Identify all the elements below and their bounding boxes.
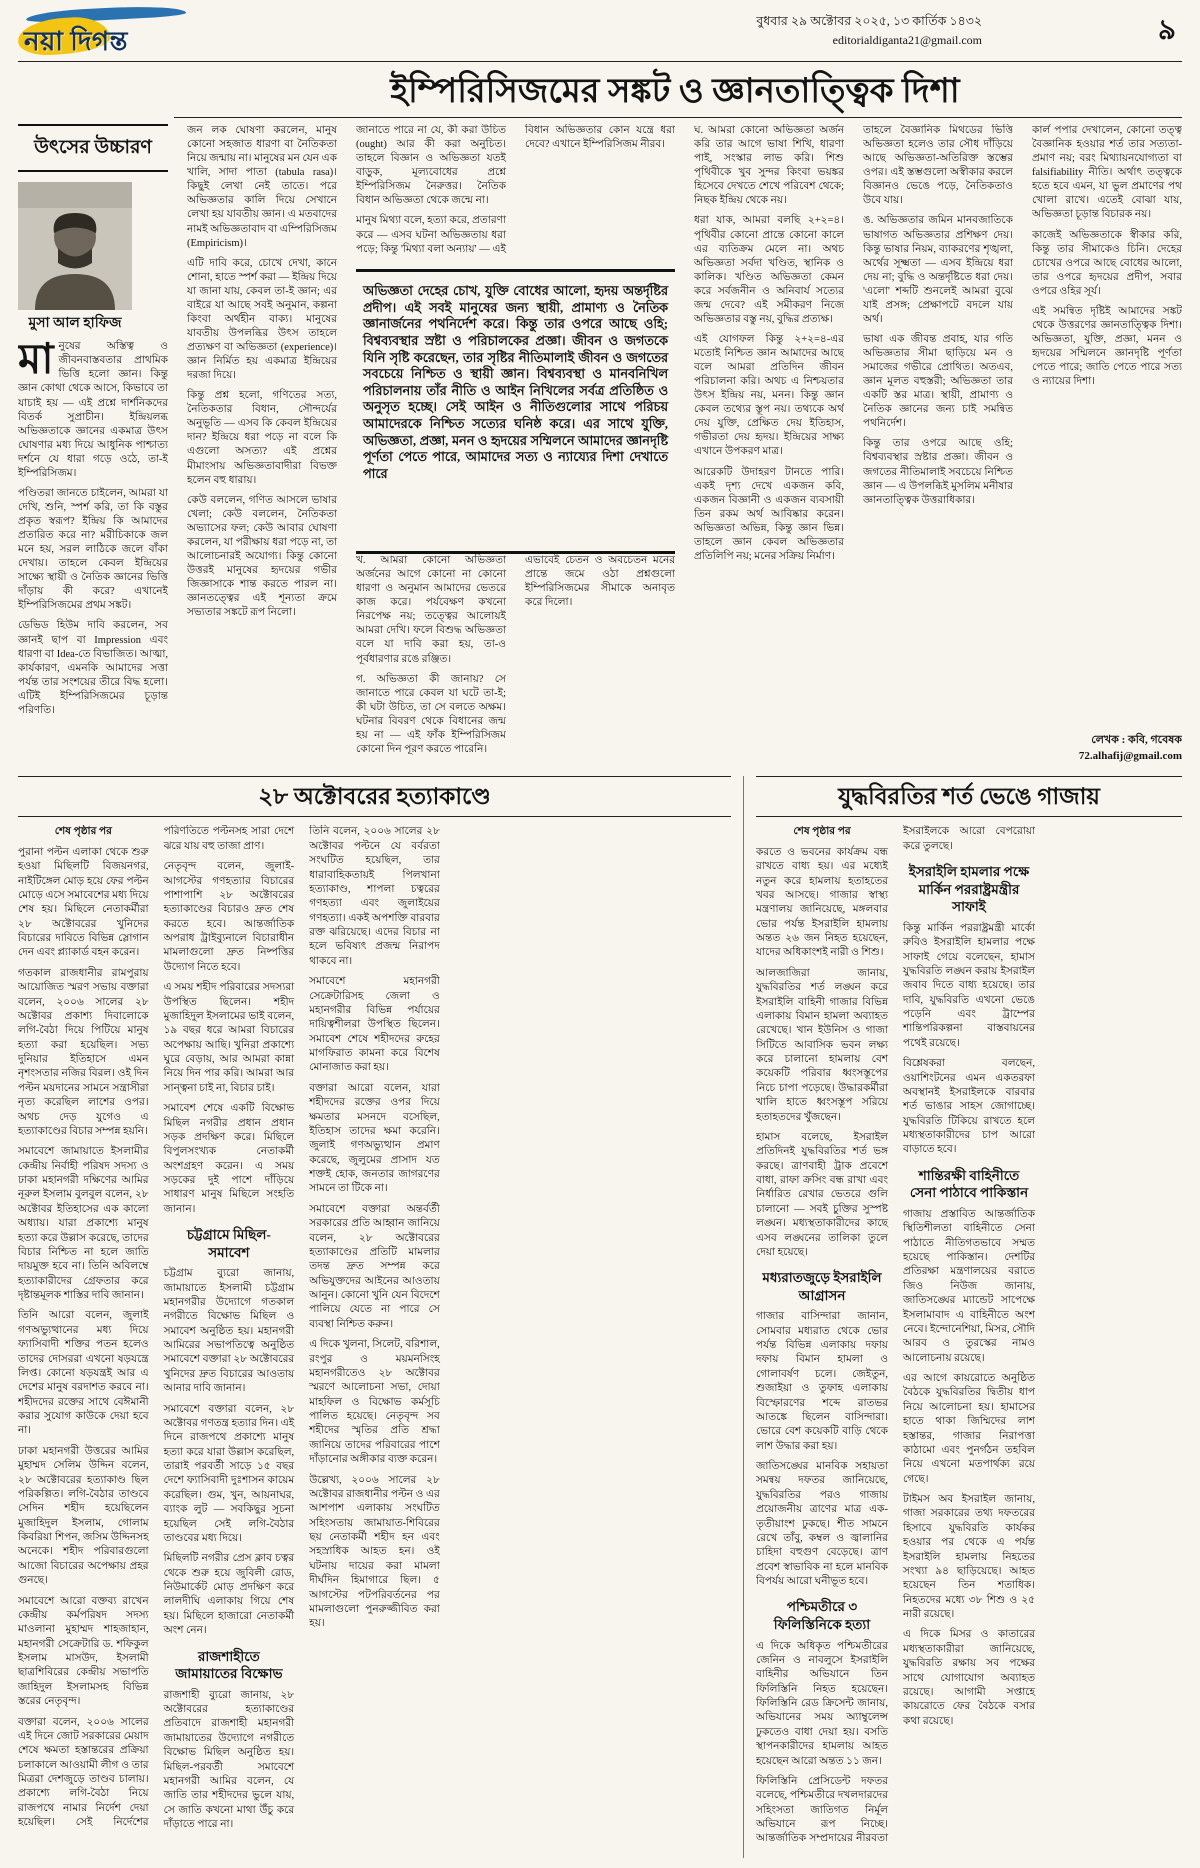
- sub-headline: রাজশাহীতে জামায়াতের বিক্ষোভ: [175, 1648, 283, 1682]
- author-name: মুসা আল হাফিজ: [28, 315, 122, 331]
- body-paragraph: সমাবেশে বক্তারা অন্তর্বর্তী সরকারের প্রতি আহ্বান জানিয়ে বলেন, ২৮ অক্টোবরের হত্যাকাণ্ডের প্রতিটি মামলার তদন্ত দ্রুত সম্পন্ন করে অভিযুক্তদের আইনের আওতায় আনুন। কোনো খুনি যেন বিদেশে পালিয়ে যেতে না পারে সে ব্যবস্থা নিশ্চিত করুন।: [309, 1203, 440, 1330]
- duo-bottom-flow: [356, 554, 675, 764]
- body-paragraph: গাজায় প্রস্তাবিত আন্তর্জাতিক স্থিতিশীলতা বাহিনীতে সেনা পাঠাতে নীতিগতভাবে সম্মত হয়েছে পাকিস্তান। দেশটির প্রতিরক্ষা মন্ত্রণালয়ের বরাতে জিও নিউজ জানায়, জাতিসঙ্ঘের ম্যান্ডেট সাপেক্ষে ইসলামাবাদ এ বাহিনীতে অংশ নেবে। ইন্দোনেশিয়া, মিসর, সৌদি আরব ও তুরস্কের নামও আলোচনায় রয়েছে।: [903, 1208, 1035, 1364]
- continued-from-label: শেষ পৃষ্ঠার পর: [793, 826, 851, 838]
- article-column-2: [187, 124, 337, 764]
- body-paragraph: এই যোগফল কিন্তু ২+২=৪-এর মতোই নিশ্চিত জ্ঞান আমাদের আছে বলে আমরা প্রতিদিন জীবন পরিচালনা করি। অথচ এ নিশ্চয়তার উৎস ইন্দ্রিয় নয়, মনন। কিন্তু জ্ঞান কেবল তথ্যের স্তূপ নয়। তথ্যকে অর্থ দেয় যুক্তি, প্রেক্ষিত দেয় ইতিহাস, গভীরতা দেয় হৃদয়। ইন্দ্রিয়ের সাক্ষ্য এখানে উপকরণ মাত্র।: [694, 333, 844, 458]
- body-paragraph: রাজশাহী ব্যুরো জানায়, ২৮ অক্টোবরের হত্যাকাণ্ডের প্রতিবাদে রাজশাহী মহানগরী জামায়াতের উদ্যোগে নগরীতে বিক্ষোভ মিছিল অনুষ্ঠিত হয়। মিছিল-পরবর্তী সমাবেশে মহানগরী আমির বলেন, যে জাতি তার শহীদদের ভুলে যায়, সে জাতি কখনো মাথা উঁচু করে দাঁড়াতে পারে না।: [163, 1689, 295, 1831]
- body-paragraph: কেউ বললেন, গণিত আসলে ভাষার খেলা; কেউ বললেন, নৈতিকতা অভ্যাসের ফল; কেউ আবার ঘোষণা করলেন, যা পরীক্ষায় ধরা পড়ে না, তা আলোচনারই অযোগ্য। কিন্তু কোনো উত্তরই মানুষের হৃদয়ের গভীর জিজ্ঞাসাকে শান্ত করতে পারল না। জ্ঞানতত্ত্বের এই শূন্যতা ক্রমে সভ্যতার সঙ্কটে রূপ নিলো।: [187, 494, 337, 619]
- body-paragraph: গাজার বাসিন্দারা জানান, সোমবার মধ্যরাত থেকে ভোর পর্যন্ত বিভিন্ন এলাকায় দফায় দফায় বিমান হামলা ও গোলাবর্ষণ চলে। জেইতুন, শুজাইয়া ও তুফাহ এলাকায় বিস্ফোরণের শব্দে রাতভর আতঙ্কে ছিলেন বাসিন্দারা। ভোরে বেশ কয়েকটি বাড়ি থেকে লাশ উদ্ধার করা হয়।: [756, 1311, 888, 1452]
- duo-top-flow: [356, 124, 675, 269]
- article-columns-3-4: [356, 124, 675, 764]
- article-column-5: [694, 124, 844, 764]
- body-paragraph: মিছিলটি নগরীর প্রেস ক্লাব চত্বর থেকে শুরু হয়ে জুবিলী রোড, নিউমার্কেট মোড় প্রদক্ষিণ করে লালদীঘি এলাকায় গিয়ে শেষ হয়। মিছিলে হাজারো নেতাকর্মী অংশ নেন।: [163, 1553, 295, 1637]
- body-paragraph: এ দিকে খুলনা, সিলেট, বরিশাল, রংপুর ও ময়মনসিংহ মহানগরীতেও ২৮ অক্টোবর স্মরণে আলোচনা সভা, দোয়া মাহফিল ও বিক্ষোভ কর্মসূচি পালিত হয়েছে। নেতৃবৃন্দ সব শহীদের স্মৃতির প্রতি শ্রদ্ধা জানিয়ে তাদের পরিবারের পাশে দাঁড়ানোর অঙ্গীকার ব্যক্ত করেন।: [309, 1339, 440, 1466]
- sub-headline: পশ্চিমতীরে ৩ ফিলিস্তিনিকে হত্যা: [773, 1599, 871, 1633]
- body-paragraph: তিনি আরো বলেন, জুলাই গণঅভ্যুত্থানের মধ্য দিয়ে ফ্যাসিবাদী শক্তির পতন হলেও তাদের দোসররা এখনো ষড়যন্ত্রে লিপ্ত। কোনো ষড়যন্ত্রই আর এ দেশের মানুষ বরদাশত করবে না। শহীদদের রক্তের সাথে বেঈমানী করার সুযোগ কাউকে দেয়া হবে না।: [18, 1310, 149, 1437]
- signature-email[interactable]: 72.alhafij@gmail.com: [1078, 749, 1182, 762]
- body-paragraph: নেতৃবৃন্দ বলেন, জুলাই-আগস্টের গণহত্যার বিচারের পাশাপাশি ২৮ অক্টোবরের হত্যাকাণ্ডের বিচারও দ্রুত শেষ করতে হবে। আন্তর্জাতিক অপরাধ ট্রাইব্যুনালে বিচারাধীন মামলাগুলো দ্রুত নিষ্পত্তির উদ্যোগ নিতে হবে।: [163, 861, 295, 973]
- news-section-oct28: [18, 776, 744, 1858]
- date-line: বুধবার ২৯ অক্টোবর ২০২৫, ১৩ কার্তিক ১৪৩২: [756, 14, 982, 28]
- body-paragraph: আলজাজিরা জানায়, যুদ্ধবিরতির শর্ত লঙ্ঘন করে ইসরাইলি বাহিনী গাজার বিভিন্ন এলাকায় বিমান হামলা অব্যাহত রেখেছে। খান ইউনিস ও গাজা সিটিতে আবাসিক ভবন লক্ষ্য করে চালানো হামলায় বেশ কয়েকটি পরিবার ধ্বংসস্তূপের নিচে চাপা পড়েছে। উদ্ধারকর্মীরা খালি হাতে ধ্বংসস্তূপ সরিয়ে হতাহতদের খুঁজছেন।: [756, 967, 888, 1123]
- section-headline-oct28: ২৮ অক্টোবরের হত্যাকাণ্ডে: [18, 776, 731, 817]
- body-paragraph: উল্লেখ্য, ২০০৬ সালের ২৮ অক্টোবর রাজধানীর পল্টন ও এর আশপাশ এলাকায় সংঘটিত সহিংসতায় জামায়াত-শিবিরের ছয় নেতাকর্মী শহীদ হন এবং সহস্রাধিক আহত হন। ওই ঘটনায় দায়ের করা মামলা দীর্ঘদিন হিমাগারে ছিল। ৫ আগস্টের পটপরিবর্তনের পর মামলাগুলো পুনরুজ্জীবিত করা হয়।: [309, 1474, 440, 1630]
- body-paragraph: সমাবেশে জামায়াতে ইসলামীর কেন্দ্রীয় নির্বাহী পরিষদ সদস্য ও ঢাকা মহানগরী দক্ষিণের আমির নূরুল ইসলাম বুলবুল বলেন, ২৮ অক্টোবর ইতিহাসের এক কালো অধ্যায়। যারা প্রকাশ্যে মানুষ হত্যা করে উল্লাস করেছে, তাদের বিচার নিশ্চিত না হলে জাতি দায়মুক্ত হবে না। তিনি অবিলম্বে হত্যাকারীদের গ্রেফতার করে দৃষ্টান্তমূলক শাস্তির দাবি জানান।: [18, 1146, 149, 1302]
- sub-headline: চট্টগ্রামে মিছিল-সমাবেশ: [186, 1227, 271, 1260]
- news-columns-gaza: [756, 825, 1182, 1851]
- lead-text: নুষের অস্তিত্ব ও জীবনবাস্তবতার প্রাথমিক ভিত্তি হলো জ্ঞান। কিন্তু জ্ঞান কোথা থেকে আসে, কিভাবে তা যাচাই হয় — এই প্রশ্নে দার্শনিকদের বিতর্ক সুপ্রাচীন। ইন্দ্রিয়লব্ধ অভিজ্ঞতাকে জ্ঞানের একমাত্র উৎস ঘোষণার মধ্য দিয়ে আধুনিক পাশ্চাত্য দর্শনে যে ধারা গড়ে ওঠে, তা-ই ইম্পিরিসিজম।: [18, 341, 168, 479]
- main-article: [18, 124, 1182, 764]
- body-paragraph: পণ্ডিতরা জানতে চাইলেন, আমরা যা দেখি, শুনি, স্পর্শ করি, তা কি বস্তুর প্রকৃত স্বরূপ? ইন্দ্রিয় কি আমাদের প্রতারিত করে না? মরীচিকাকে জল মনে হয়, সরল লাঠিকে জলে বাঁকা দেখায়। তাহলে কেবল ইন্দ্রিয়ের সাক্ষ্যে স্থায়ী ও নৈতিক জ্ঞানের ভিত্তি দাঁড়ায় কী করে? এখানেই ইম্পিরিসিজমের প্রথম সঙ্কট।: [18, 487, 168, 612]
- article-column-author: [18, 124, 168, 764]
- body-paragraph: গ. অভিজ্ঞতা কী জানায়? সে জানাতে পারে কেবল যা ঘটে তা-ই; কী ঘটা উচিত, তা সে বলতে অক্ষম। ঘটনার বিবরণ থেকে বিধানের জন্ম হয় না — এই ফাঁক ইম্পিরিসিজম কোনো দিন পূরণ করতে পারেনি।: [356, 673, 506, 755]
- body-paragraph: হামাস বলেছে, ইসরাইল প্রতিদিনই যুদ্ধবিরতির শর্ত ভঙ্গ করছে। ত্রাণবাহী ট্রাক প্রবেশে বাধা, রাফা ক্রসিং বন্ধ রাখা এবং নির্ধারিত রেখার ভেতরে গুলি চালানো — সবই চুক্তির সুস্পষ্ট লঙ্ঘন। মধ্যস্থতাকারীদের কাছে এসব লঙ্ঘনের তালিকা তুলে দেয়া হয়েছে।: [756, 1131, 888, 1258]
- body-paragraph: তিনি বলেন, ২০০৬ সালের ২৮ অক্টোবর পল্টনে যে বর্বরতা সংঘটিত হয়েছিল, তার ধারাবাহিকতায়ই পিলখানা হত্যাকাণ্ড, শাপলা চত্বরের গণহত্যা এবং জুলাইয়ের গণহত্যা। একই অপশক্তি বারবার রক্ত ঝরিয়েছে। এদের বিচার না হলে ভবিষ্যৎ প্রজন্ম নিরাপদ থাকবে না।: [309, 826, 440, 967]
- logo-title: নয়া দিগন্ত: [24, 27, 128, 56]
- body-paragraph: চট্টগ্রাম ব্যুরো জানায়, জামায়াতে ইসলামী চট্টগ্রাম মহানগরীর উদ্যোগে গতকাল নগরীতে বিক্ষোভ মিছিল ও সমাবেশ অনুষ্ঠিত হয়। মহানগরী আমিরের সভাপতিত্বে অনুষ্ঠিত সমাবেশে বক্তারা ২৮ অক্টোবরের খুনিদের দ্রুত বিচারের আওতায় আনার দাবি জানান।: [163, 1268, 295, 1395]
- drop-cap: মা: [18, 337, 54, 384]
- body-paragraph: টাইমস অব ইসরাইল জানায়, গাজা সরকারের তথ্য দফতরের হিসাবে যুদ্ধবিরতি কার্যকর হওয়ার পর থেকে এ পর্যন্ত ইসরাইলি হামলায় নিহতের সংখ্যা ৯৪ ছাড়িয়েছে। আহত হয়েছেন তিন শতাধিক। নিহতদের মধ্যে ৩৮ শিশু ও ২৫ নারী রয়েছে।: [903, 1494, 1035, 1620]
- body-paragraph: কাজেই অভিজ্ঞতাকে স্বীকার করি, কিন্তু তার সীমাকেও চিনি। দেহের চোখের ওপরে আছে বোধের আলো, তার ওপরে হৃদয়ের প্রদীপ, সবার ওপরে ওহির সূর্য।: [1032, 229, 1182, 297]
- sub-headline: মধ্যরাতজুড়ে ইসরাইলি আগ্রাসন: [762, 1270, 882, 1303]
- article-column-7: [1032, 124, 1182, 764]
- column-flow-1: [18, 487, 168, 718]
- body-paragraph: বিশ্লেষকরা বলছেন, ওয়াশিংটনের এমন একতরফা অবস্থানই ইসরাইলকে বারবার শর্ত ভাঙার সাহস জোগাচ্ছে। যুদ্ধবিরতি টিকিয়ে রাখতে হলে মধ্যস্থতাকারীদের চাপ আরো বাড়াতে হবে।: [903, 1058, 1035, 1156]
- body-paragraph: কিন্তু প্রশ্ন হলো, গণিতের সত্য, নৈতিকতার বিধান, সৌন্দর্যের অনুভূতি — এসব কি কেবল ইন্দ্রিয়ের দান? ইন্দ্রিয়ে ধরা পড়ে না বলে কি এগুলো অসত্য? এই প্রশ্নের মীমাংসায় অভিজ্ঞতাবাদীরা বিভক্ত হলেন বহু ধারায়।: [187, 390, 337, 486]
- body-paragraph: তাহলে বৈজ্ঞানিক মিথডের ভিত্তি অভিজ্ঞতা হলেও তার সৌধ দাঁড়িয়ে আছে অভিজ্ঞতা-অতিরিক্ত স্তম্ভের ওপর। এই স্তম্ভগুলো অস্বীকার করলে বিজ্ঞানও ভেঙে পড়ে, নৈতিকতাও উবে যায়।: [863, 125, 1013, 207]
- body-paragraph: সমাবেশে মহানগরী সেক্রেটারিসহ জেলা ও মহানগরীর বিভিন্ন পর্যায়ের দায়িত্বশীলরা উপস্থিত ছিলেন। সমাবেশ শেষে শহীদদের রুহের মাগফিরাত কামনা করে বিশেষ মোনাজাত করা হয়।: [309, 976, 440, 1074]
- body-paragraph: সমাবেশে আরো বক্তব্য রাখেন কেন্দ্রীয় কর্মপরিষদ সদস্য মাওলানা মুহাম্মদ শাহজাহান, মহানগরী সেক্রেটারি ড. শফিকুল ইসলাম মাসউদ, ইসলামী ছাত্রশিবিরের কেন্দ্রীয় সভাপতি জাহিদুল ইসলামসহ বিভিন্ন স্তরের নেতৃবৃন্দ।: [18, 1595, 149, 1708]
- body-paragraph: ভাষা এক জীবন্ত প্রবাহ, যার গতি অভিজ্ঞতার সীমা ছাড়িয়ে মন ও সমাজের গভীরে প্রোথিত। অতএব, জ্ঞান মূলত বহুস্তরী; অভিজ্ঞতা তার একটি স্তর মাত্র। স্থায়ী, প্রামাণ্য ও নৈতিক জ্ঞানের জন্য চাই সমন্বিত পথনির্দেশ।: [863, 333, 1013, 430]
- body-paragraph: এ দিকে অধিকৃত পশ্চিমতীরের জেনিন ও নাবলুসে ইসরাইলি বাহিনীর অভিযানে তিন ফিলিস্তিনি নিহত হয়েছেন। ফিলিস্তিনি রেড ক্রিসেন্ট জানায়, অভিযানের সময় অ্যাম্বুলেন্স ঢুকতেও বাধা দেয়া হয়। বসতি স্থাপনকারীদের হামলায় আহত হয়েছেন আরো অন্তত ১১ জন।: [756, 1640, 888, 1767]
- sub-headline: ইসরাইলি হামলার পক্ষে মার্কিন পররাষ্ট্রমন্ত্রীর সাফাই: [908, 864, 1030, 915]
- page-number: ৯: [1157, 15, 1176, 46]
- person-portrait-icon: [18, 182, 132, 310]
- continued-from-label: শেষ পৃষ্ঠার পর: [54, 826, 112, 838]
- body-paragraph: এ দিকে মিসর ও কাতারের মধ্যস্থতাকারীরা জানিয়েছে, যুদ্ধবিরতি রক্ষায় সব পক্ষের সাথে যোগাযোগ অব্যাহত রয়েছে। আগামী সপ্তাহে কায়রোতে ফের বৈঠকে বসার কথা রয়েছে।: [903, 1629, 1035, 1727]
- section-headline-gaza: যুদ্ধবিরতির শর্ত ভেঙে গাজায়: [756, 776, 1182, 817]
- body-paragraph: আরেকটি উদাহরণ টানতে পারি। একই দৃশ্য দেখে একজন কবি, একজন বিজ্ঞানী ও একজন ব্যবসায়ী তিন রকম অর্থ আবিষ্কার করেন। অভিজ্ঞতা অভিন্ন, কিন্তু জ্ঞান ভিন্ন। তাহলে জ্ঞান কেবল অভিজ্ঞতার প্রতিলিপি নয়; মনের সক্রিয় নির্মাণ।: [694, 466, 844, 562]
- body-paragraph: ঙ. অভিজ্ঞতার জমিন মানবজাতিকে ভাষাগত অভিজ্ঞতার প্রশিক্ষণ দেয়। কিন্তু ভাষার নিয়ম, ব্যাকরণের শৃঙ্খলা, অর্থের সূক্ষ্মতা — এসব ইন্দ্রিয়ে ধরা দেয় না; বুদ্ধি ও অন্তর্দৃষ্টিতে ধরা দেয়। 'এলো' শব্দটি শুনলেই আমরা বুঝে যাই প্রসঙ্গ; প্রেক্ষাপটে বদলে যায় অর্থ।: [863, 215, 1013, 325]
- edition-email[interactable]: editorialdiganta21@gmail.com: [832, 33, 982, 48]
- body-paragraph: বক্তারা বলেন, ২০০৬ সালের এই দিনে জোট সরকারের মেয়াদ শেষে ক্ষমতা হস্তান্তরের প্রক্রিয়া চলাকালে আওয়ামী লীগ ও তার মিত্ররা দেশজুড়ে তাণ্ডব চালায়। প্রকাশ্যে লগি-বৈঠা নিয়ে রাজপথে নামার নির্দেশ দেয়া হয়েছিল। সেই নির্দেশের পরিণতিতে পল্টনসহ সারা দেশে ঝরে যায় বহু তাজা প্রাণ।: [18, 826, 295, 1829]
- headline-rule: [174, 117, 1182, 118]
- newspaper-logo: [18, 5, 208, 57]
- sub-headline: শান্তিরক্ষী বাহিনীতে সেনা পাঠাবে পাকিস্তান: [909, 1167, 1029, 1201]
- body-paragraph: সমাবেশে বক্তারা বলেন, ২৮ অক্টোবর গণতন্ত্র হত্যার দিন। এই দিনে রাজপথে প্রকাশ্যে মানুষ হত্যা করে যারা উল্লাস করেছিল, তারাই পরবর্তী সাড়ে ১৫ বছর দেশে ফ্যাসিবাদী দুঃশাসন কায়েম করেছিল। গুম, খুন, আয়নাঘর, ব্যাংক লুট — সবকিছুর সূচনা হয়েছিল সেই লগি-বৈঠার তাণ্ডবের মধ্য দিয়ে।: [163, 1403, 295, 1544]
- body-paragraph: বক্তারা আরো বলেন, যারা শহীদদের রক্তের ওপর দিয়ে ক্ষমতার মসনদে বসেছিল, ইতিহাস তাদের ক্ষমা করেনি। জুলাই গণঅভ্যুত্থান প্রমাণ করেছে, জুলুমের প্রাসাদ যত শক্তই হোক, জনতার জাগরণের সামনে তা টিকে না।: [309, 1082, 440, 1195]
- column-flow-7: [1032, 124, 1182, 728]
- body-paragraph: ধরা যাক, আমরা বলছি ২+২=৪। পৃথিবীর কোনো প্রান্তে কোনো কালে এর ব্যতিক্রম মেলে না। অথচ অভিজ্ঞতা সর্বদা খণ্ডিত, স্থানিক ও কালিক। খণ্ডিত অভিজ্ঞতা কেমন করে সর্বজনীন ও অনিবার্য সত্যের জন্ম দেবে? এই সমীকরণ নিজে অভিজ্ঞতার বস্তু নয়, বুদ্ধির প্রত্যক্ষ।: [694, 215, 844, 325]
- body-paragraph: ডেভিড হিউম দাবি করলেন, সব জ্ঞানই ছাপ বা Impression এবং ধারণা বা Idea-তে বিভাজিত। আত্মা, কার্যকারণ, এমনকি আমাদের সত্তা পর্যন্ত তার সংশয়ের তীরে বিদ্ধ হলো। এটিই ইম্পিরিসিজমের চূড়ান্ত পরিণতি।: [18, 620, 168, 716]
- body-paragraph: পুরানা পল্টন এলাকা থেকে শুরু হওয়া মিছিলটি বিজয়নগর, নাইটিঙ্গেল মোড় হয়ে ফের পল্টন মোড়ে এসে সমাবেশের মধ্য দিয়ে শেষ হয়। মিছিলে নেতাকর্মীরা ২৮ অক্টোবরের খুনিদের বিচারের দাবিতে বিভিন্ন স্লোগান দেন এবং প্ল্যাকার্ড বহন করেন।: [18, 846, 149, 959]
- body-paragraph: ফিলিস্তিনি প্রেসিডেন্ট দফতর বলেছে, পশ্চিমতীরে দখলদারদের সহিংসতা জাতিগত নির্মূল অভিযানে রূপ নিচ্ছে। আন্তর্জাতিক সম্প্রদায়ের নীরবতা ইসরাইলকে আরো বেপরোয়া করে তুলছে।: [756, 826, 1035, 1845]
- signature-role: লেখক : কবি, গবেষক: [1091, 734, 1182, 747]
- dateline-block: [756, 12, 982, 50]
- body-paragraph: ঘ. আমরা কোনো অভিজ্ঞতা অর্জন করি তার আগে ভাষা শিখি, ধারণা পাই, সংস্কার লাভ করি। শিশু পৃথিবীকে খুব সুন্দর কিংবা ভয়ঙ্কর হিসেবে দেখতে শেখে পরিবেশ থেকে; নিছক ইন্দ্রিয় থেকে নয়।: [694, 125, 844, 207]
- bottom-sections: [18, 776, 1182, 1858]
- author-photo: [18, 182, 132, 310]
- body-paragraph: জানাতে পারে না যে, কী করা উচিত (ought) আর কী করা অনুচিত। তাহলে বিজ্ঞান ও অভিজ্ঞতা যতই বাড়ুক, মূল্যবোধের প্রশ্নে ইম্পিরিসিজম নৈরুত্তর। নৈতিক বিধান অভিজ্ঞতা থেকে জন্মে না।: [356, 125, 506, 207]
- body-paragraph: কার্ল পপার দেখালেন, কোনো তত্ত্ব বৈজ্ঞানিক হওয়ার শর্ত তার সত্যতা-প্রমাণ নয়; বরং মিথ্যায়নযোগ্যতা বা falsifiability নীতি। অর্থাৎ তত্ত্বকে হতে হবে এমন, যা ভুল প্রমাণের পথ খোলা রাখে। এতেই বোঝা যায়, অভিজ্ঞতা চূড়ান্ত বিচারক নয়।: [1032, 125, 1182, 221]
- body-paragraph: সমাবেশ শেষে একটি বিক্ষোভ মিছিল নগরীর প্রধান প্রধান সড়ক প্রদক্ষিণ করে। মিছিলে বিপুলসংখ্যক নেতাকর্মী অংশগ্রহণ করেন। এ সময় সড়কের দুই পাশে দাঁড়িয়ে সাধারণ মানুষ মিছিলে সংহতি জানান।: [163, 1103, 295, 1215]
- lead-paragraph: [18, 337, 168, 481]
- body-paragraph: এটি দাবি করে, চোখে দেখা, কানে শোনা, হাতে স্পর্শ করা — ইন্দ্রিয় দিয়ে যা জানা যায়, কেবল তা-ই জ্ঞান; এর বাইরে যা আছে সবই অনুমান, কল্পনা কিংবা অর্থহীন বাক্য। মানুষের যাবতীয় উপলব্ধির উৎস তাহলে প্রত্যক্ষণ বা অভিজ্ঞতা (experience)। জ্ঞান নির্মিত হয় একমাত্র ইন্দ্রিয়ের দরজা দিয়ে।: [187, 257, 337, 382]
- body-paragraph: কিন্তু মার্কিন পররাষ্ট্রমন্ত্রী মার্কো রুবিও ইসরাইলি হামলার পক্ষে সাফাই গেয়ে বলেছেন, হামাস যুদ্ধবিরতি লঙ্ঘন করায় ইসরাইল জবাব দিতে বাধ্য হয়েছে। তার দাবি, যুদ্ধবিরতি এখনো ভেঙে পড়েনি এবং ট্রাম্পের শান্তিপরিকল্পনা বাস্তবায়নের পথেই রয়েছে।: [903, 922, 1035, 1049]
- article-column-6: [863, 124, 1013, 764]
- main-headline: ইম্পিরিসিজমের সঙ্কট ও জ্ঞানতাত্ত্বিক দিশা: [390, 73, 960, 110]
- body-paragraph: খ. আমরা কোনো অভিজ্ঞতা অর্জনের আগে কোনো না কোনো ধারণা ও অনুমান আমাদের ভেতরে কাজ করে। পর্যবেক্ষণ কখনো নিরপেক্ষ নয়; তত্ত্বের আলোয়ই আমরা দেখি। ফলে বিশুদ্ধ অভিজ্ঞতা বলে যা দাবি করা হয়, তা-ও পূর্বধারণার রঙে রঞ্জিত।: [356, 555, 506, 665]
- column-kicker: উৎসের উচ্চারণ: [18, 124, 168, 171]
- body-paragraph: ঢাকা মহানগরী উত্তরের আমির মুহাম্মদ সেলিম উদ্দিন বলেন, ২৮ অক্টোবরের হত্যাকাণ্ড ছিল পরিকল্পিত। লগি-বৈঠার তাণ্ডবে সেদিন শহীদ হয়েছিলেন মুজাহিদুল ইসলাম, গোলাম কিবরিয়া শিপন, জসিম উদ্দিনসহ অনেকে। শহীদ পরিবারগুলো আজো বিচারের অপেক্ষায় প্রহর গুনছে।: [18, 1445, 149, 1587]
- body-paragraph: এই সমন্বিত দৃষ্টিই আমাদের সঙ্কট থেকে উত্তরণের জ্ঞানতাত্ত্বিক দিশা। অভিজ্ঞতা, যুক্তি, প্রজ্ঞা, মনন ও হৃদয়ের সম্মিলনে জ্ঞানদৃষ্টি পূর্ণতা পেতে পারে; জাতি পেতে পারে সত্য ও ন্যায়ের দিশা।: [1032, 305, 1182, 388]
- body-paragraph: জন লক ঘোষণা করলেন, মানুষ কোনো সহজাত ধারণা বা নৈতিকতা নিয়ে জন্মায় না। মানুষের মন যেন এক খালি, সাদা পাতা (tabula rasa)। কিছুই লেখা নেই তাতে। পরে অভিজ্ঞতার কালি দিয়ে সেখানে লেখা হয় যাবতীয় জ্ঞান। এ মতবাদের নামই অভিজ্ঞতাবাদ বা এম্পিরিসিজম (Empiricism)।: [187, 125, 337, 249]
- body-paragraph: কিন্তু তার ওপরে আছে ওহি; বিশ্বব্যবস্থার স্রষ্টার প্রজ্ঞা। জীবন ও জগতের নীতিমালাই সবচেয়ে নিশ্চিত জ্ঞান — এ উপলব্ধিই মুসলিম মনীষার জ্ঞানতাত্ত্বিক উত্তরাধিকার।: [863, 438, 1013, 506]
- body-paragraph: গতকাল রাজধানীর রামপুরায় আয়োজিত স্মরণ সভায় বক্তারা বলেন, ২০০৬ সালের ২৮ অক্টোবর প্রকাশ্য দিবালোকে লগি-বৈঠা দিয়ে পিটিয়ে মানুষ হত্যা করা হয়েছিল। সভ্য দুনিয়ার ইতিহাসে এমন নৃশংসতার নজির বিরল। ওই দিন পল্টন ময়দানের সামনে সন্ত্রাসীরা নৃত্য করেছিল লাশের ওপর। অথচ দেড় যুগেও এ হত্যাকাণ্ডের বিচার সম্পন্ন হয়নি।: [18, 967, 149, 1137]
- masthead: [18, 0, 1182, 62]
- body-paragraph: মানুষ মিথ্যা বলে, হত্যা করে, প্রতারণা করে — এসব ঘটনা অভিজ্ঞতায় ধরা পড়ে; কিন্তু 'মিথ্যা বলা অন্যায়' — এই বিধান অভিজ্ঞতার কোন যন্ত্রে ধরা দেবে? এখানে ইম্পিরিসিজম নীরব।: [356, 125, 675, 255]
- body-paragraph: এ সময় শহীদ পরিবারের সদস্যরা উপস্থিত ছিলেন। শহীদ মুজাহিদুল ইসলামের ভাই বলেন, ১৯ বছর ধরে আমরা বিচারের অপেক্ষায় আছি। খুনিরা প্রকাশ্যে ঘুরে বেড়ায়, আর আমরা কান্না নিয়ে দিন পার করি। আমরা আর সান্ত্বনা চাই না, বিচার চাই।: [163, 982, 295, 1094]
- body-paragraph: করতে ও ভবনের কার্যক্রম বন্ধ রাখতে বাধ্য হয়। এর মধ্যেই নতুন করে হামলায় হতাহতের খবর আসছে। গাজার স্বাস্থ্য মন্ত্রণালয় জানিয়েছে, মঙ্গলবার ভোর পর্যন্ত ইসরাইলি হামলায় অন্তত ২৬ জন নিহত হয়েছেন, যাদের অধিকাংশই নারী ও শিশু।: [756, 846, 888, 959]
- news-columns-oct28: [18, 825, 731, 1851]
- body-paragraph: এভাবেই চেতন ও অবচেতন মনের প্রান্তে জমে ওঠা প্রশ্নগুলো ইম্পিরিসিজমের সীমাকে অনাবৃত করে দিলো।: [525, 555, 675, 609]
- author-signature: [1032, 728, 1182, 764]
- pull-quote: অভিজ্ঞতা দেহের চোখ, যুক্তি বোধের আলো, হৃদয় অন্তর্দৃষ্টির প্রদীপ। এই সবই মানুষের জন্য স্থায়ী, প্রামাণ্য ও নৈতিক জ্ঞানার্জনের পথনির্দেশ করে। কিন্তু তার ওপরে আছে ওহি; বিশ্বব্যবস্থার স্রষ্টা ও পরিচালকের প্রজ্ঞা। জীবন ও জগতকে যিনি সৃষ্টি করেছেন, তার সৃষ্টির নীতিমালাই জীবন ও জগতের সবচেয়ে নিশ্চিত ও স্থায়ী জ্ঞান। বিশ্বব্যবস্থা ও মানবনিখিল পরিচালনায় তাঁর নীতি ও আইন নিখিলের সর্বত্র প্রতিষ্ঠিত ও অনুসৃত হচ্ছে। সেই আইন ও নীতিগুলোর সাথে পরিচয় আমাদেরকে নিশ্চিত সত্যের ঘনিষ্ঠ করে। এর সাথে যুক্তি, অভিজ্ঞতা, প্রজ্ঞা, মনন ও হৃদয়ের সম্মিলনে আমাদের জ্ঞানদৃষ্টি পূর্ণতা পেতে পারে, আমাদের সত্য ও ন্যায্যের দিশা দেখাতে পারে: [356, 269, 675, 554]
- news-section-gaza: [744, 776, 1182, 1858]
- body-paragraph: এর আগে কায়রোতে অনুষ্ঠিত বৈঠকে যুদ্ধবিরতির দ্বিতীয় ধাপ নিয়ে আলোচনা হয়। হামাসের হাতে থাকা জিম্মিদের লাশ হস্তান্তর, গাজার নিরাপত্তা কাঠামো এবং পুনর্গঠন তহবিল নিয়ে এখনো মতপার্থক্য রয়ে গেছে।: [903, 1373, 1035, 1485]
- body-paragraph: জাতিসঙ্ঘের মানবিক সহায়তা সমন্বয় দফতর জানিয়েছে, যুদ্ধবিরতির পরও গাজায় প্রয়োজনীয় ত্রাণের মাত্র এক-তৃতীয়াংশ ঢুকছে। শীত সামনে রেখে তাঁবু, কম্বল ও জ্বালানির চাহিদা বহুগুণ বেড়েছে। ত্রাণ প্রবেশ স্বাভাবিক না হলে মানবিক বিপর্যয় আরো ঘনীভূত হবে।: [756, 1461, 888, 1588]
